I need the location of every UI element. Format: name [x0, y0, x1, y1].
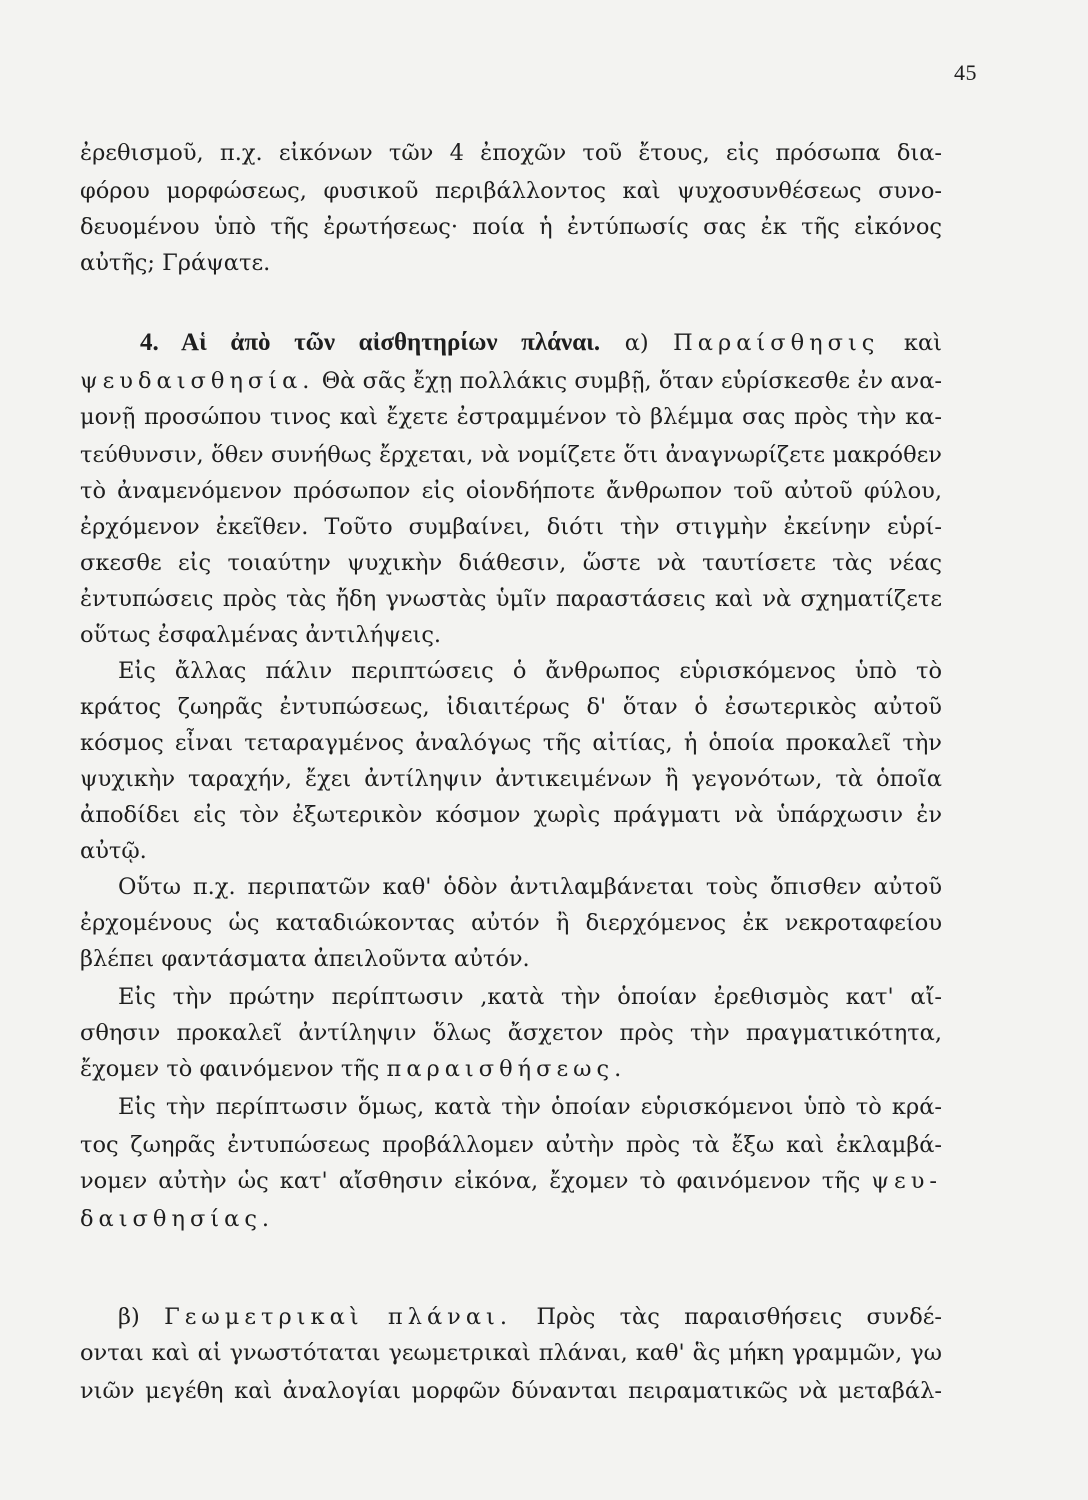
text-segment: Πρὸς τὰς παραισθήσεις συνδέ-: [536, 1304, 943, 1330]
subsection-term: Γεωμετρικαὶ: [164, 1304, 364, 1330]
text-line: μονῇ προσώπου τινος καὶ ἔχετε ἐστραμμένον τὸ βλέμμα σας πρὸς τὴν κα-: [80, 404, 942, 430]
text-line: ἐρχομένους ὡς καταδιώκοντας αὐτόν ἢ διερχόμενος ἐκ νεκροταφείου: [80, 910, 942, 936]
subsection-label: α): [624, 330, 649, 356]
text-line: φόρου μορφώσεως, φυσικοῦ περιβάλλοντος καὶ ψυχοσυνθέσεως συνο-: [80, 178, 942, 204]
section-heading-line: [140, 328, 942, 358]
subsection-conjunction: καὶ: [903, 330, 942, 356]
text-line: δευομένου ὑπὸ τῆς ἐρωτήσεως· ποία ἡ ἐντύπωσίς σας ἐκ τῆς εἰκόνος: [80, 214, 942, 240]
text-line: αὐτῆς; Γράψατε.: [80, 250, 271, 276]
text-line: ἐρεθισμοῦ, π.χ. εἰκόνων τῶν 4 ἐποχῶν τοῦ ἔτους, εἰς πρόσωπα δια-: [80, 140, 942, 166]
text-line: τὸ ἀναμενόμενον πρόσωπον εἰς οἱονδήποτε ἄνθρωπον τοῦ αὐτοῦ φύλου,: [80, 478, 942, 504]
subsection-term: πλάναι.: [387, 1304, 512, 1330]
emphasized-term: ψευ-: [871, 1168, 942, 1194]
text-line: [80, 1166, 942, 1196]
text-segment: Θὰ σᾶς ἔχῃ πολλάκις συμβῇ, ὅταν εὑρίσκεσθε ἐν ανα-: [321, 368, 943, 394]
text-line: [80, 1054, 942, 1084]
text-line: Εἰς ἄλλας πάλιν περιπτώσεις ὁ ἄνθρωπος εὑρισκόμενος ὑπὸ τὸ: [118, 658, 942, 684]
text-line: [80, 1204, 942, 1234]
text-line: κράτος ζωηρᾶς ἐντυπώσεως, ἰδιαιτέρως δ' ὅταν ὁ ἐσωτερικὸς αὐτοῦ: [80, 694, 942, 720]
text-line: τος ζωηρᾶς ἐντυπώσεως προβάλλομεν αὐτὴν πρὸς τὰ ἔξω καὶ ἐκλαμβά-: [80, 1132, 942, 1158]
text-segment: νομεν αὐτὴν ὡς κατ' αἴσθησιν εἰκόνα, ἔχομεν τὸ φαινόμενον τῆς: [80, 1168, 861, 1194]
text-segment: ἔχομεν τὸ φαινόμενον τῆς: [80, 1056, 380, 1082]
text-line: τεύθυνσιν, ὅθεν συνήθως ἔρχεται, νὰ νομίζετε ὅτι ἀναγνωρίζετε μακρόθεν: [80, 442, 942, 468]
emphasized-term: δαισθησίας.: [80, 1206, 275, 1232]
emphasized-term: παραισθήσεως.: [386, 1056, 627, 1082]
text-line: σκεσθε εἰς τοιαύτην ψυχικὴν διάθεσιν, ὥστε νὰ ταυτίσετε τὰς νέας: [80, 550, 942, 576]
subsection-term: ψευδαισθησία.: [80, 368, 315, 394]
text-line: ονται καὶ αἱ γνωστόταται γεωμετρικαὶ πλάναι, καθ' ἃς μήκη γραμμῶν, γω: [80, 1340, 942, 1366]
subsection-term: Παραίσθησις: [673, 330, 880, 356]
subsection-label: β): [118, 1304, 140, 1330]
text-line: ἀποδίδει εἰς τὸν ἐξωτερικὸν κόσμον χωρὶς πράγματι νὰ ὑπάρχωσιν ἐν: [80, 802, 942, 828]
text-line: οὕτως ἐσφαλμένας ἀντιλήψεις.: [80, 622, 442, 648]
text-line: σθησιν προκαλεῖ ἀντίληψιν ὅλως ἄσχετον πρὸς τὴν πραγματικότητα,: [80, 1020, 942, 1046]
text-line: ψυχικὴν ταραχήν, ἔχει ἀντίληψιν ἀντικειμένων ἢ γεγονότων, τὰ ὁποῖα: [80, 766, 942, 792]
text-line: νιῶν μεγέθη καὶ ἀναλογίαι μορφῶν δύνανται πειραματικῶς νὰ μεταβάλ-: [80, 1378, 942, 1404]
text-line: κόσμος εἶναι τεταραγμένος ἀναλόγως τῆς αἰτίας, ἡ ὁποία προκαλεῖ τὴν: [80, 730, 942, 756]
page-number: 45: [954, 60, 977, 85]
text-line: ἐρχόμενον ἐκεῖθεν. Τοῦτο συμβαίνει, διότι τὴν στιγμὴν ἐκείνην εὑρί-: [80, 514, 942, 540]
text-line: ἐντυπώσεις πρὸς τὰς ἤδη γνωστὰς ὑμῖν παραστάσεις καὶ νὰ σχηματίζετε: [80, 586, 942, 612]
text-line: Εἰς τὴν πρώτην περίπτωσιν ,κατὰ τὴν ὁποίαν ἐρεθισμὸς κατ' αἴ-: [118, 984, 942, 1010]
text-line: Εἰς τὴν περίπτωσιν ὅμως, κατὰ τὴν ὁποίαν εὑρισκόμενοι ὑπὸ τὸ κρά-: [118, 1094, 942, 1120]
text-line: [118, 1302, 942, 1332]
section-title: 4. Αἱ ἀπὸ τῶν αἰσθητηρίων πλάναι.: [140, 329, 601, 356]
text-line: βλέπει φαντάσματα ἀπειλοῦντα αὐτόν.: [80, 946, 530, 972]
text-line: Οὕτω π.χ. περιπατῶν καθ' ὁδὸν ἀντιλαμβάνεται τοὺς ὄπισθεν αὐτοῦ: [118, 874, 942, 900]
text-line: αὐτῷ.: [80, 838, 147, 864]
text-line: [80, 366, 942, 396]
